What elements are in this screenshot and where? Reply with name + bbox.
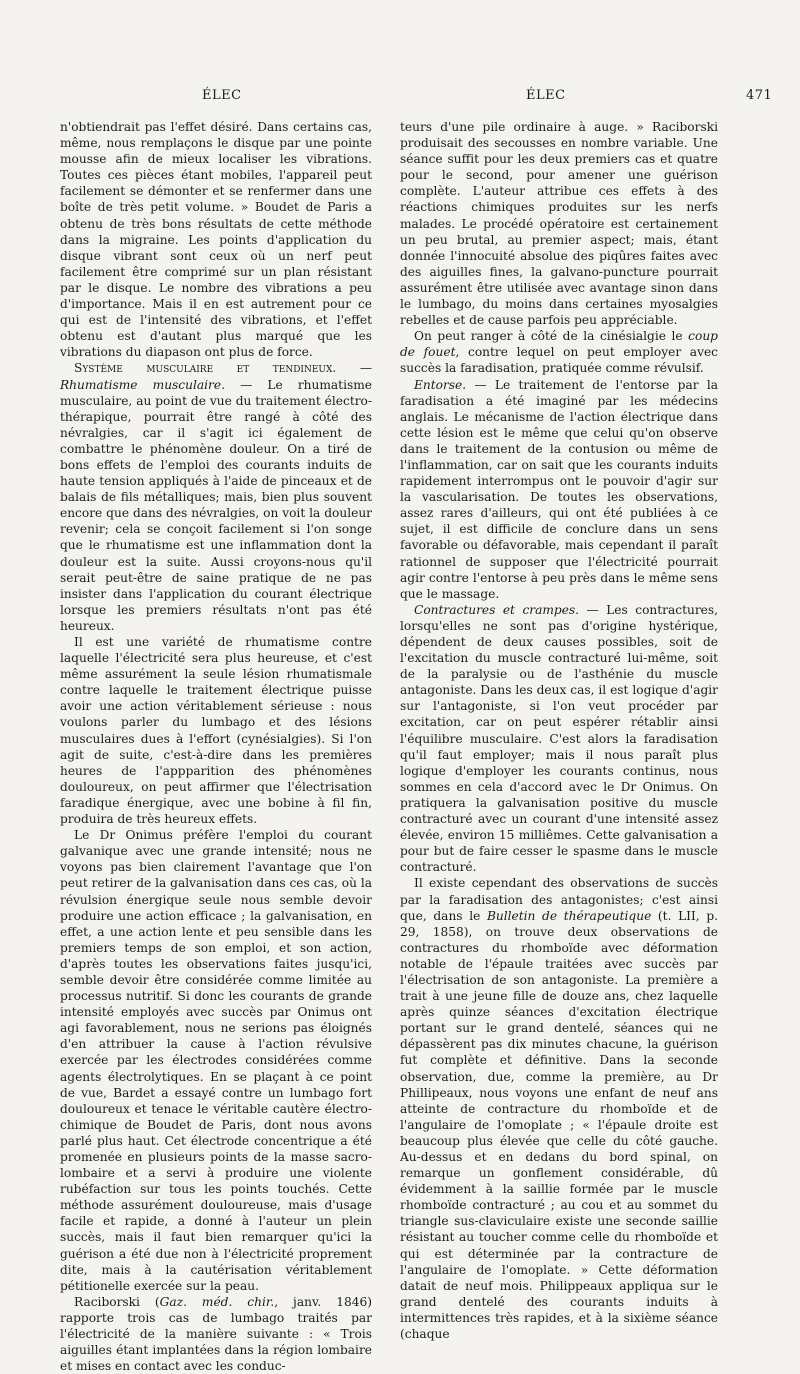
running-head-right: ÉLEC [526,88,566,103]
section-heading-systeme-musculaire: Système musculaire et tendineux. [74,361,337,376]
paragraph-contractures-text: — Les contractures, lorsqu'elles ne sont pas d'origine hystérique, dépendent de deux causes possibles, soit de l'excitation du muscle contracturé lui-même, soit de la paralysie ou de l'asthénie du muscle antagoniste. Dans les deux cas, il est logique d'agir sur l'antagoniste, si l'on veut procéder par excitation, car on peut espérer rétablir ainsi l'équilibre musculaire. C'est alors la faradisation qu'il faut employer; mais il nous paraît plus logique d'employer les courants continus, nous sommes en cela d'accord avec le Dr Onimus. On pratiquera la galvanisation positive du muscle contracturé avec un courant d'une intensité assez élevée, environ 15 milliêmes. Cette galvanisation a pour but de faire cesser le spasme dans le muscle contracturé. [400,602,718,875]
paragraph-rhumatisme [60,360,372,634]
paragraph-vibration-end: n'obtiendrait pas l'effet désiré. Dans certains cas, même, nous remplaçons le disque par une pointe mousse afin de mieux localiser les vibrations. Toutes ces pièces étant mobiles, l'appareil peut facilement se démonter et se renfermer dans une boîte de très petit volume. » Boudet de Paris a obtenu de très bons résultats de cette méthode dans la migraine. Les points d'application du disque vibrant sont ceux où un nerf peut facilement être comprimé sur un plan résistant par le disque. Le nombre des vibrations a peu d'importance. Mais il en est autrement pour ce qui est de l'intensité des vibrations, et l'effet obtenu est d'autant plus marqué que les vibrations du diapason ont plus de force. [60,120,372,360]
paragraph-coup-text: , contre lequel on peut employer avec succès la faradisation, pratiquée comme révulsif. [400,345,718,376]
paragraph-observations-text: (t. LII, p. 29, 1858), on trouve deux observations de contractures du rhomboïde avec déformation notable de l'épaule traitées avec succès par l'électrisation de son antagoniste. La première a trait à une jeune fille de douze ans, chez laquelle après quinze séances d'excitation électrique portant sur le grand dentelé, séances qui ne dépassèrent pas dix minutes chacune, la guérison fut complète et définitive. Dans la seconde observation, due, comme la première, au Dr Phillipeaux, nous voyons une enfant de neuf ans atteinte de contracture du rhomboïde et de l'angulaire de l'omoplate ; « l'épaule droite est beaucoup plus élevée que celle du côté gauche. Au-dessus et en dedans du bord spinal, on remarque un gonflement considérable, dû évidemment à la saillie formée par le muscle rhomboïde contracturé ; au cou et au sommet du triangle sus-claviculaire existe une seconde saillie résistant au toucher comme celle du rhomboïde et qui est déterminée par la contracture de l'angulaire de l'omoplate. » Cette déformation datait de neuf mois. Philippeaux appliqua sur le grand dentelé des courants induits à intermittences très rapides, et à la sixième séance (chaque [400,908,718,1342]
paragraph-contractures [400,602,718,876]
paragraph-observations-lead: Il existe cependant des observations de succès par la faradisation des antagonistes; c'est ainsi que, dans le [400,876,718,923]
paragraph-coup-lead: On peut ranger à côté de la cinésialgie le [414,329,689,344]
paragraph-raciborski-text: , janv. 1846) rapporte trois cas de lumbago traités par l'électricité de la manière suivante : « Trois aiguilles étant implantées dans la région lombaire et mises en contact avec les conduc- [60,1294,372,1374]
paragraph-observations [400,875,718,1342]
paragraph-rhumatisme-text: — Le rhumatisme musculaire, au point de vue du traitement électro-thérapique, pourrait être rangé à côté des névralgies, car il s'agit ici également de combattre le phénomène douleur. On a tiré de bons effets de l'emploi des courants induits de haute tension appliqués à l'aide de pinceaux et de balais de fils métalliques; mais, bien plus souvent encore que dans des névralgies, on voit la douleur revenir; cela se conçoit facilement si l'on songe que le rhumatisme est une inflammation dont la douleur est la suite. Aussi croyons-nous qu'il serait peut-être de saine pratique de ne pas insister dans l'application du courant électrique lorsque les premiers résultats n'ont pas été heureux. [60,377,372,633]
subheading-contractures: Contractures et crampes. [414,602,580,617]
paragraph-lumbago: Il est une variété de rhumatisme contre laquelle l'électricité sera plus heureuse, et c'est même assurément la seule lésion rhumatismale contre laquelle le traitement électrique puisse avoir une action véritablement sérieuse : nous voulons parler du lumbago et des lésions musculaires dues à l'effort (cynésialgies). Si l'on agit de suite, c'est-à-dire dans les premières heures de l'appparition des phénomènes douloureux, on peut affirmer que l'électrisation faradique énergique, avec une bobine à fil fin, produira de très heureux effets. [60,635,372,827]
paragraph-raciborski-continued: teurs d'une pile ordinaire à auge. » Raciborski produisait des secousses en nombre variable. Une séance suffit pour les deux premiers cas et quatre pour le second, pour amener une guérison complète. L'auteur attribue ces effets à des réactions chimiques produites sur les nerfs malades. Le procédé opératoire est certainement un peu brutal, au premier aspect; mais, étant donnée l'innocuité absolue des piqûres faites avec des aiguilles fines, la galvano-puncture pourrait assurément être utilisée avec avantage sinon dans le lumbago, du moins dans certaines myosalgies rebelles et de cause parfois peu appréciable. [400,120,718,328]
citation-gaz-med: Gaz. méd. chir. [159,1294,275,1309]
running-head-left: ÉLEC [202,88,242,103]
page-number: 471 [746,88,773,103]
paragraph-coup-de-fouet [400,328,718,376]
citation-bulletin: Bulletin de thérapeutique [486,908,652,923]
subheading-entorse: Entorse. [414,377,467,392]
paragraph-raciborski [60,1294,372,1374]
paragraph-entorse-text: — Le traitement de l'entorse par la faradisation a été imaginé par les médecins anglais. Le mécanisme de l'action électrique dans cette lésion est le même que celui qu'on observe dans le traitement de la contusion ou même de l'inflammation, car on sait que les courants induits rapidement interrompus ont le pouvoir d'agir sur la vascularisation. De toutes les observations, assez rares d'ailleurs, qui ont été publiées à ce sujet, il est difficile de conclure dans un sens favorable ou défavorable, mais cependant il paraît rationnel de supposer que l'électricité pourrait agir contre l'entorse à peu près dans le même sens que le massage. [400,377,718,601]
heading-dash: — [336,361,373,376]
paragraph-onimus: Le Dr Onimus préfère l'emploi du courant galvanique avec une grande intensité; nous ne voyons pas bien clairement l'avantage que l'on peut retirer de la galvanisation dans ces cas, où la révulsion énergique seule nous semble devoir produire une action efficace ; la galvanisation, en effet, a une action lente et peu sensible dans les premiers temps de son emploi, et son action, d'après toutes les observations faites jusqu'ici, semble devoir être considérée comme limitée au processus nutritif. Si donc les courants de grande intensité employés avec succès par Onimus ont agi favorablement, nous ne serions pas éloignés d'en attribuer la cause à l'action révulsive exercée par les électrodes considérées comme agents électrolytiques. En se plaçant à ce point de vue, Bardet a essayé contre un lumbago fort douloureux et tenace le véritable cautère électro-chimique de Boudet de Paris, dont nous avons parlé plus haut. Cet électrode concentrique a été promenée en plusieurs points de la masse sacro-lombaire et a servi à produire une violente rubéfaction sur tous les points touchés. Cette méthode assurément douloureuse, mais d'usage facile et rapide, a donné à l'auteur un plein succès, mais il faut bien remarquer qu'ici la guérison a été due non à l'électricité proprement dite, mais à la cautérisation véritablement pétitionelle exercée sur la peau. [60,828,372,1293]
subheading-rhumatisme: Rhumatisme musculaire. [60,377,225,392]
left-column [60,119,373,1374]
term-coup-de-fouet: coup de fouet [400,329,718,360]
paragraph-entorse [400,377,718,602]
paragraph-raciborski-lead: Raciborski ( [74,1294,160,1309]
right-column [400,119,718,1342]
